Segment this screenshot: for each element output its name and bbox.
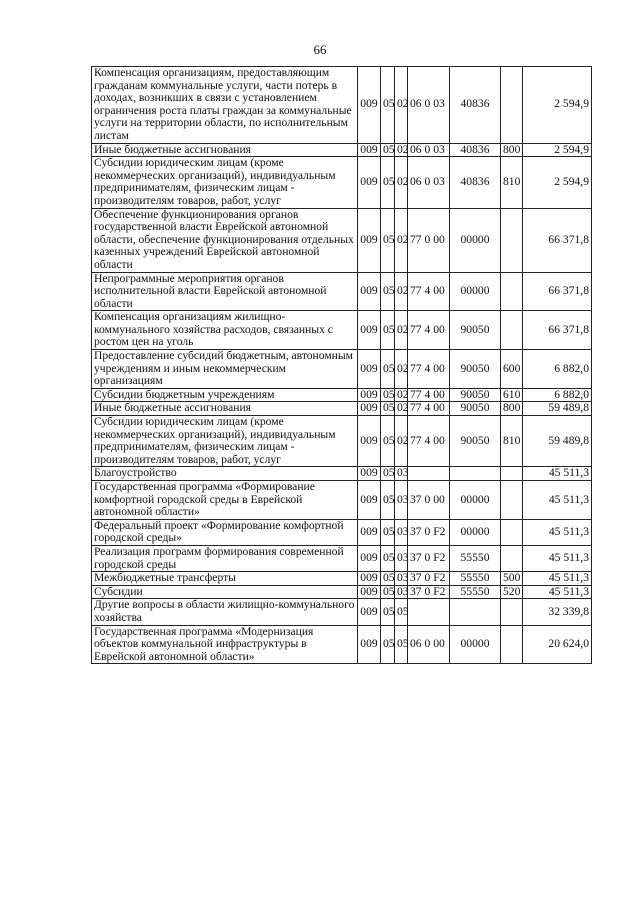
section-code: 05 <box>381 625 395 664</box>
target-item-code: 06 0 03 <box>408 157 450 208</box>
section-code: 05 <box>381 572 395 586</box>
subsection-code: 03 <box>395 481 408 520</box>
expense-type-code: 520 <box>501 585 523 599</box>
table-row <box>92 157 592 208</box>
section-code: 05 <box>381 67 395 144</box>
target-item-subcode: 00000 <box>450 625 501 664</box>
expense-type-code <box>501 599 523 625</box>
expense-type-code: 600 <box>501 350 523 389</box>
grbs-code: 009 <box>358 585 381 599</box>
row-name: Благоустройство <box>92 467 358 481</box>
row-name: Субсидии юридическим лицам (кроме некоммерческих организаций), индивидуальным предпринимателям, физическим лицам - производителям товаров, работ, услуг <box>92 157 358 208</box>
grbs-code: 009 <box>358 416 381 467</box>
target-item-code: 37 0 F2 <box>408 519 450 545</box>
amount: 45 511,3 <box>523 572 592 586</box>
table-row <box>92 350 592 389</box>
table-row <box>92 467 592 481</box>
target-item-subcode <box>450 599 501 625</box>
target-item-code: 77 4 00 <box>408 272 450 311</box>
target-item-subcode: 40836 <box>450 143 501 157</box>
subsection-code: 02 <box>395 350 408 389</box>
table-body <box>92 67 592 664</box>
expense-type-code <box>501 545 523 571</box>
expense-type-code <box>501 467 523 481</box>
subsection-code: 02 <box>395 388 408 402</box>
row-name: Государственная программа «Модернизация объектов коммунальной инфраструктуры в Еврейской автономной области» <box>92 625 358 664</box>
table-row <box>92 272 592 311</box>
expense-type-code <box>501 311 523 350</box>
table-row <box>92 585 592 599</box>
amount: 66 371,8 <box>523 311 592 350</box>
row-name: Обеспечение функционирования органов государственной власти Еврейской автономной области, обеспечение функционирования отдельных казенных учреждений Еврейской автономной области <box>92 208 358 272</box>
section-code: 05 <box>381 350 395 389</box>
target-item-code: 77 4 00 <box>408 416 450 467</box>
grbs-code: 009 <box>358 519 381 545</box>
target-item-code: 37 0 F2 <box>408 545 450 571</box>
budget-table <box>91 66 592 664</box>
target-item-subcode: 00000 <box>450 481 501 520</box>
amount: 20 624,0 <box>523 625 592 664</box>
target-item-subcode: 55550 <box>450 545 501 571</box>
expense-type-code: 810 <box>501 157 523 208</box>
target-item-subcode: 90050 <box>450 311 501 350</box>
amount: 45 511,3 <box>523 467 592 481</box>
subsection-code: 03 <box>395 585 408 599</box>
grbs-code: 009 <box>358 143 381 157</box>
target-item-subcode: 90050 <box>450 416 501 467</box>
section-code: 05 <box>381 599 395 625</box>
target-item-code: 77 4 00 <box>408 311 450 350</box>
row-name: Непрограммные мероприятия органов исполнительной власти Еврейской автономной области <box>92 272 358 311</box>
row-name: Иные бюджетные ассигнования <box>92 402 358 416</box>
grbs-code: 009 <box>358 402 381 416</box>
subsection-code: 02 <box>395 67 408 144</box>
target-item-code <box>408 599 450 625</box>
table-row <box>92 519 592 545</box>
amount: 2 594,9 <box>523 157 592 208</box>
section-code: 05 <box>381 311 395 350</box>
amount: 66 371,8 <box>523 208 592 272</box>
table-row <box>92 599 592 625</box>
amount: 59 489,8 <box>523 416 592 467</box>
table-row <box>92 625 592 664</box>
subsection-code: 03 <box>395 519 408 545</box>
amount: 45 511,3 <box>523 545 592 571</box>
target-item-subcode: 90050 <box>450 350 501 389</box>
expense-type-code <box>501 272 523 311</box>
row-name: Межбюджетные трансферты <box>92 572 358 586</box>
table-row <box>92 572 592 586</box>
table-row <box>92 388 592 402</box>
subsection-code: 02 <box>395 157 408 208</box>
subsection-code: 05 <box>395 599 408 625</box>
table-row <box>92 545 592 571</box>
expense-type-code: 500 <box>501 572 523 586</box>
table-row <box>92 402 592 416</box>
grbs-code: 009 <box>358 467 381 481</box>
target-item-subcode: 40836 <box>450 67 501 144</box>
row-name: Иные бюджетные ассигнования <box>92 143 358 157</box>
table-row <box>92 311 592 350</box>
row-name: Компенсация организациям, предоставляющим гражданам коммунальные услуги, части потерь в доходах, возникших в связи с установлением ограничения роста платы граждан за коммунальные услуги на территории области, по исполнительным листам <box>92 67 358 144</box>
target-item-subcode: 40836 <box>450 157 501 208</box>
amount: 6 882,0 <box>523 388 592 402</box>
row-name: Предоставление субсидий бюджетным, автономным учреждениям и иным некоммерческим организациям <box>92 350 358 389</box>
amount: 6 882,0 <box>523 350 592 389</box>
target-item-subcode: 00000 <box>450 272 501 311</box>
table-row <box>92 143 592 157</box>
row-name: Субсидии <box>92 585 358 599</box>
section-code: 05 <box>381 585 395 599</box>
grbs-code: 009 <box>358 545 381 571</box>
table-row <box>92 67 592 144</box>
amount: 66 371,8 <box>523 272 592 311</box>
section-code: 05 <box>381 157 395 208</box>
target-item-code: 06 0 03 <box>408 143 450 157</box>
page-number: 66 <box>313 42 327 57</box>
section-code: 05 <box>381 208 395 272</box>
target-item-code <box>408 467 450 481</box>
grbs-code: 009 <box>358 599 381 625</box>
target-item-code: 37 0 F2 <box>408 585 450 599</box>
expense-type-code <box>501 625 523 664</box>
section-code: 05 <box>381 416 395 467</box>
target-item-code: 77 0 00 <box>408 208 450 272</box>
subsection-code: 02 <box>395 311 408 350</box>
target-item-code: 06 0 00 <box>408 625 450 664</box>
target-item-subcode <box>450 467 501 481</box>
section-code: 05 <box>381 519 395 545</box>
subsection-code: 02 <box>395 272 408 311</box>
target-item-subcode: 55550 <box>450 572 501 586</box>
target-item-code: 37 0 00 <box>408 481 450 520</box>
grbs-code: 009 <box>358 208 381 272</box>
section-code: 05 <box>381 143 395 157</box>
target-item-subcode: 90050 <box>450 402 501 416</box>
row-name: Государственная программа «Формирование комфортной городской среды в Еврейской автономной области» <box>92 481 358 520</box>
table-row <box>92 416 592 467</box>
subsection-code: 02 <box>395 208 408 272</box>
subsection-code: 02 <box>395 402 408 416</box>
section-code: 05 <box>381 481 395 520</box>
grbs-code: 009 <box>358 481 381 520</box>
amount: 59 489,8 <box>523 402 592 416</box>
target-item-code: 06 0 03 <box>408 67 450 144</box>
expense-type-code: 800 <box>501 402 523 416</box>
amount: 2 594,9 <box>523 143 592 157</box>
section-code: 05 <box>381 467 395 481</box>
row-name: Федеральный проект «Формирование комфортной городской среды» <box>92 519 358 545</box>
grbs-code: 009 <box>358 625 381 664</box>
target-item-code: 77 4 00 <box>408 402 450 416</box>
section-code: 05 <box>381 388 395 402</box>
subsection-code: 03 <box>395 545 408 571</box>
expense-type-code: 610 <box>501 388 523 402</box>
row-name: Реализация программ формирования современной городской среды <box>92 545 358 571</box>
grbs-code: 009 <box>358 67 381 144</box>
subsection-code: 05 <box>395 625 408 664</box>
target-item-subcode: 00000 <box>450 519 501 545</box>
grbs-code: 009 <box>358 272 381 311</box>
subsection-code: 03 <box>395 467 408 481</box>
row-name: Другие вопросы в области жилищно-коммунального хозяйства <box>92 599 358 625</box>
target-item-subcode: 90050 <box>450 388 501 402</box>
expense-type-code <box>501 208 523 272</box>
table-row <box>92 208 592 272</box>
subsection-code: 03 <box>395 572 408 586</box>
expense-type-code: 810 <box>501 416 523 467</box>
grbs-code: 009 <box>358 572 381 586</box>
amount: 45 511,3 <box>523 481 592 520</box>
subsection-code: 02 <box>395 143 408 157</box>
expense-type-code <box>501 67 523 144</box>
expense-type-code <box>501 519 523 545</box>
grbs-code: 009 <box>358 350 381 389</box>
target-item-subcode: 00000 <box>450 208 501 272</box>
target-item-code: 77 4 00 <box>408 350 450 389</box>
section-code: 05 <box>381 402 395 416</box>
section-code: 05 <box>381 272 395 311</box>
amount: 45 511,3 <box>523 585 592 599</box>
subsection-code: 02 <box>395 416 408 467</box>
row-name: Компенсация организациям жилищно-коммунального хозяйства расходов, связанных с ростом цен на уголь <box>92 311 358 350</box>
grbs-code: 009 <box>358 311 381 350</box>
row-name: Субсидии бюджетным учреждениям <box>92 388 358 402</box>
section-code: 05 <box>381 545 395 571</box>
grbs-code: 009 <box>358 388 381 402</box>
table-row <box>92 481 592 520</box>
grbs-code: 009 <box>358 157 381 208</box>
expense-type-code <box>501 481 523 520</box>
target-item-subcode: 55550 <box>450 585 501 599</box>
row-name: Субсидии юридическим лицам (кроме некоммерческих организаций), индивидуальным предпринимателям, физическим лицам - производителям товаров, работ, услуг <box>92 416 358 467</box>
amount: 2 594,9 <box>523 67 592 144</box>
amount: 45 511,3 <box>523 519 592 545</box>
target-item-code: 77 4 00 <box>408 388 450 402</box>
target-item-code: 37 0 F2 <box>408 572 450 586</box>
amount: 32 339,8 <box>523 599 592 625</box>
expense-type-code: 800 <box>501 143 523 157</box>
